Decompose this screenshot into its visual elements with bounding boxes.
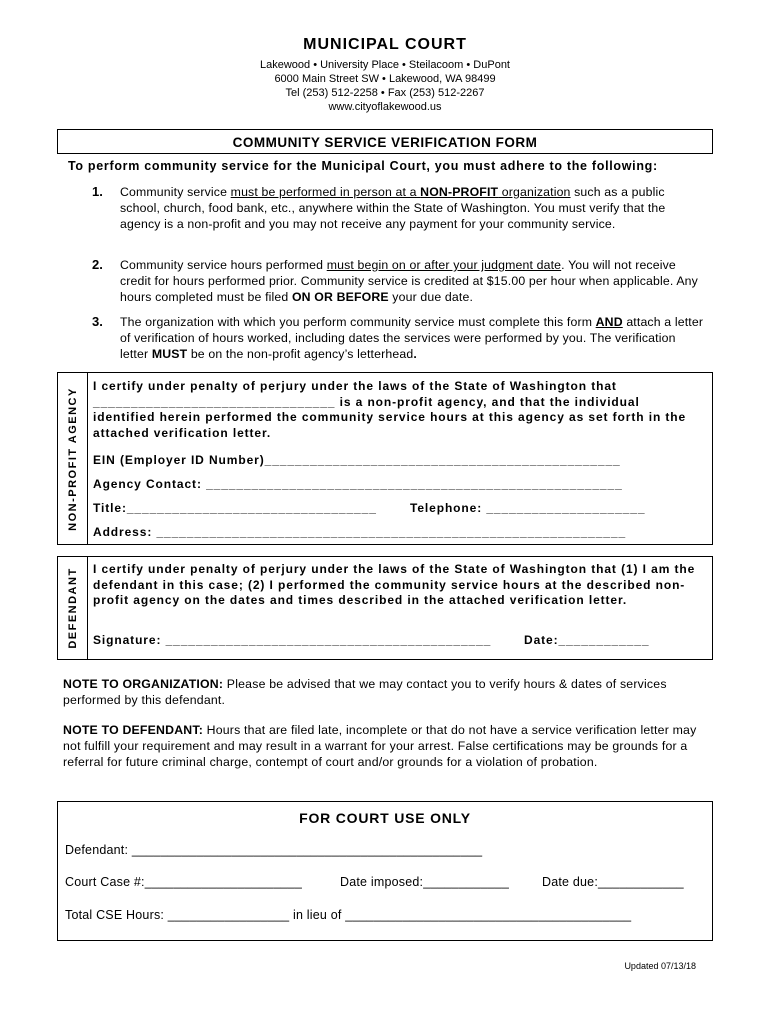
- agency-side-label: NON-PROFIT AGENCY: [58, 373, 88, 544]
- form-title-box: [57, 129, 713, 154]
- court-use-title: FOR COURT USE ONLY: [299, 810, 471, 826]
- agency-certification: I certify under penalty of perjury under the laws of the State of Washington that ________________________________ is a non-profit agency, and that the individual identified herein performed the community service hours at this agency as set forth in the attached verification letter.: [93, 379, 687, 440]
- court-use-box: [57, 801, 713, 941]
- date-imposed-field[interactable]: Date imposed:____________: [340, 875, 510, 889]
- item-number: 3.: [92, 314, 103, 329]
- form-intro: To perform community service for the Municipal Court, you must adhere to the following:: [68, 159, 658, 173]
- title-field[interactable]: Title:_________________________________: [93, 501, 377, 515]
- court-phone: Tel (253) 512-2258 • Fax (253) 512-2267: [285, 87, 485, 99]
- signature-field[interactable]: Signature: ___________________________________________: [93, 633, 492, 647]
- agency-contact-field[interactable]: Agency Contact: _______________________________________________________: [93, 477, 623, 491]
- telephone-field[interactable]: Telephone: _____________________: [410, 501, 646, 515]
- item-text: The organization with which you perform community service must complete this form AND attach a letter of verification of hours worked, including dates the services were performed by you. The verification letter MUST be on the non-profit agency’s letterhead.: [120, 315, 704, 361]
- address-field[interactable]: Address: ______________________________________________________________: [93, 525, 627, 539]
- cse-hours-field[interactable]: Total CSE Hours: _________________ in lieu of ________________________________________: [65, 908, 632, 922]
- note-to-organization: NOTE TO ORGANIZATION: Please be advised that we may contact you to verify hours & dates of services performed by this defendant.: [63, 677, 667, 707]
- defendant-date-field[interactable]: Date:____________: [524, 633, 650, 647]
- defendant-section: [57, 556, 713, 660]
- item-text: Community service hours performed must begin on or after your judgment date. You will not receive credit for hours performed prior. Community service is credited at $15.00 per hour when applicable. Any hours completed must be filed ON OR BEFORE your due date.: [120, 258, 698, 304]
- court-title: MUNICIPAL COURT: [303, 36, 467, 53]
- form-title: COMMUNITY SERVICE VERIFICATION FORM: [232, 135, 538, 150]
- note-to-defendant: NOTE TO DEFENDANT: Hours that are filed late, incomplete or that do not have a service verification letter may not fulfill your requirement and may result in a warrant for your arrest. False certifications may be grounds for a referral for future criminal charge, contempt of court and/or grounds for a violation of probation.: [63, 723, 697, 769]
- court-case-field[interactable]: Court Case #:______________________: [65, 875, 303, 889]
- item-number: 1.: [92, 184, 103, 199]
- item-text: Community service must be performed in person at a NON-PROFIT organization such as a public school, church, food bank, etc., anywhere within the State of Washington. You must verify that the agency is a non-profit and you may not receive any payment for your community service.: [120, 185, 666, 231]
- defendant-certification: I certify under penalty of perjury under the laws of the State of Washington that (1) I am the defendant in this case; (2) I performed the community service hours at the described non-profit agency on the dates and times described in the attached verification letter.: [93, 562, 696, 607]
- court-website[interactable]: www.cityoflakewood.us: [328, 101, 442, 113]
- agency-section: [57, 372, 713, 545]
- date-due-field[interactable]: Date due:____________: [542, 875, 684, 889]
- defendant-side-label: DEFENDANT: [58, 557, 88, 659]
- item-number: 2.: [92, 257, 103, 272]
- updated-date: Updated 07/13/18: [624, 961, 696, 971]
- ein-field[interactable]: EIN (Employer ID Number)_______________________________________________: [93, 453, 621, 467]
- court-defendant-field[interactable]: Defendant: _________________________________________________: [65, 843, 483, 857]
- court-address: 6000 Main Street SW • Lakewood, WA 98499: [274, 73, 496, 85]
- court-cities: Lakewood • University Place • Steilacoom • DuPont: [259, 59, 510, 71]
